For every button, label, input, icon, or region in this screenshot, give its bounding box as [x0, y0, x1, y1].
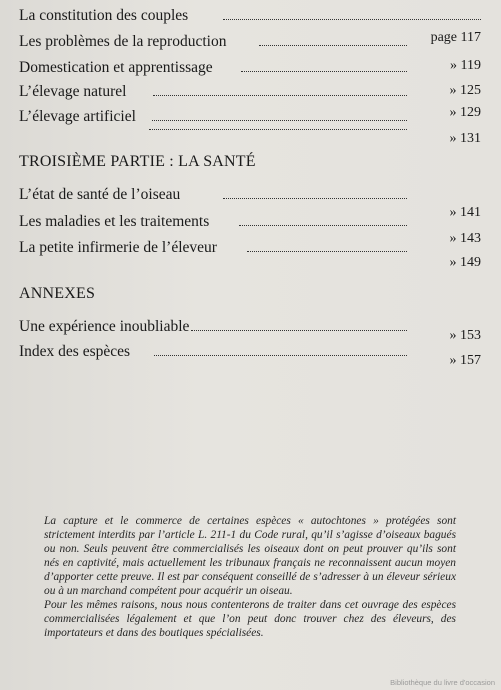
dot-leader	[149, 127, 407, 130]
toc-entry	[19, 83, 481, 101]
toc-entry-title: Domestication et apprentissage	[19, 59, 213, 76]
dot-leader	[153, 93, 407, 96]
dot-leader	[223, 196, 407, 199]
toc-entry	[19, 7, 481, 25]
toc-entry-title: L’élevage artificiel	[19, 108, 136, 125]
dot-leader	[223, 17, 481, 20]
toc-entry-title: Les problèmes de la reproduction	[19, 33, 227, 50]
toc-entry-page: » 131	[449, 131, 481, 146]
toc-entry-title: La constitution des couples	[19, 7, 189, 24]
toc-entry	[19, 186, 481, 220]
toc-entry-title: Une expérience inoubliable	[19, 318, 190, 335]
toc-entry	[19, 239, 481, 270]
toc-entry-title: L’élevage naturel	[19, 83, 127, 100]
toc-entry-title: Les maladies et les traitements	[19, 213, 210, 230]
toc-entry	[19, 105, 481, 126]
section-heading-annexes: ANNEXES	[19, 285, 96, 302]
toc-entry-page: » 129	[449, 105, 481, 120]
toc-entry	[19, 213, 481, 246]
toc-entry-page: » 119	[450, 58, 481, 73]
legal-note-paragraph: La capture et le commerce de certaines espèces « autochtones » protégées sont strictement interdits par l’article L. 211-1 du Code rural, qu’il s’agisse d’oiseaux bagués ou non. Seuls peuvent être commercialisés les oiseaux dont on peut prouver qu’ils sont nés en captivité, mais actuellement les tribunaux français ne reconnaissent aucun moyen d’apporter cette preuve. Il est par conséquent conseillé de s’adresser à un éleveur sérieux ou à un marchand compétent pour acquérir un oiseau.	[44, 515, 456, 597]
legal-note	[44, 514, 456, 640]
toc-entry	[19, 59, 481, 77]
dot-leader	[241, 69, 407, 72]
toc-entry-page: » 125	[449, 83, 481, 98]
toc-entry-title: L’état de santé de l’oiseau	[19, 186, 181, 203]
dot-leader	[154, 353, 407, 356]
toc-entry-page: » 157	[449, 353, 481, 368]
dot-leader	[247, 249, 407, 252]
toc-entry-page: » 149	[449, 255, 481, 270]
section-heading-sante: TROISIÈME PARTIE : LA SANTÉ	[19, 153, 256, 170]
toc-entry-page: » 141	[449, 205, 481, 220]
dot-leader	[239, 223, 407, 226]
toc-entry	[19, 30, 481, 51]
toc-entry-title: Index des espèces	[19, 343, 131, 360]
toc-entry	[19, 343, 481, 368]
toc-entry-page: » 143	[449, 231, 481, 246]
toc-entry	[19, 128, 481, 146]
legal-note-paragraph: Pour les mêmes raisons, nous nous contenterons de traiter dans cet ouvrage des espèces commercialisées légalement et que l’on peut donc trouver chez des éleveurs, des importateurs et dans des boutiques spécialisées.	[44, 599, 456, 639]
toc-entry-page: » 153	[449, 328, 481, 343]
toc-entry-title: La petite infirmerie de l’éleveur	[19, 239, 217, 256]
dot-leader	[152, 118, 407, 121]
toc-entry-page: page 117	[430, 30, 481, 45]
toc-entry	[19, 318, 481, 343]
dot-leader	[191, 328, 407, 331]
dot-leader	[259, 43, 407, 46]
watermark: Bibliothèque du livre d'occasion	[390, 678, 495, 687]
